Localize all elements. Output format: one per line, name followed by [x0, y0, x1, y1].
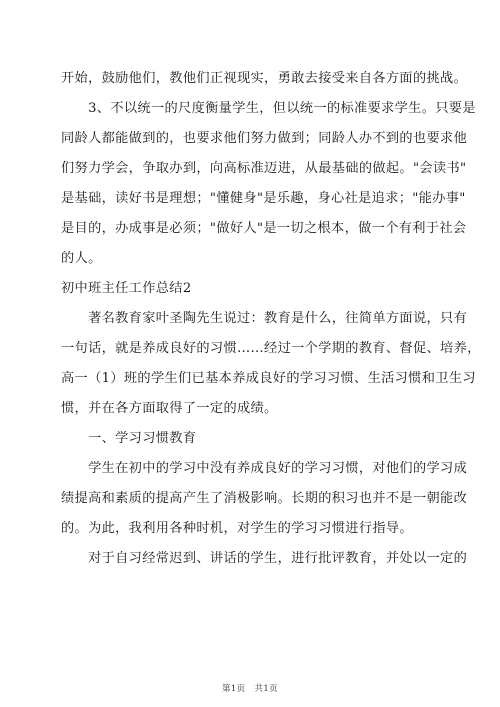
text-line: 学生在初中的学习中没有养成良好的学习习惯，对他们的学习成: [61, 461, 468, 476]
section-heading: 初中班主任工作总结2: [61, 281, 192, 296]
text-line: 一句话，就是养成良好的习惯……经过一个学期的教育、督促、培养，: [61, 341, 481, 356]
text-line: 的人。: [61, 251, 102, 266]
document-body: [61, 64, 481, 574]
text-line: 惯，并在各方面取得了一定的成绩。: [61, 401, 278, 416]
subsection-heading: 一、学习习惯教育: [61, 431, 197, 446]
text-line: 对于自习经常迟到、讲话的学生，进行批评教育，并处以一定的: [61, 551, 468, 566]
text-line: 同龄人都能做到的，也要求他们努力做到；同龄人办不到的也要求他: [61, 131, 468, 146]
text-line: 的。为此，我利用各种时机，对学生的学习习惯进行指导。: [61, 521, 413, 536]
text-line: 开始，鼓励他们，教他们正视现实，勇敢去接受来自各方面的挑战。: [61, 71, 468, 86]
text-line: 著名教育家叶圣陶先生说过：教育是什么，往简单方面说，只有: [61, 311, 468, 326]
text-line: 们努力学会，争取办到，向高标准迈进，从最基础的做起。"会读书": [61, 161, 467, 176]
page-footer: 第1页 共1页: [221, 684, 279, 694]
text-line: 高一（1）班的学生们已基本养成良好的学习习惯、生活习惯和卫生习: [61, 371, 476, 386]
text-line: 绩提高和素质的提高产生了消极影响。长期的积习也并不是一朝能改: [61, 491, 468, 506]
text-line: 是基础，读好书是理想；"懂健身"是乐趣，身心社是追求；"能办事": [61, 191, 466, 206]
text-line: 3、不以统一的尺度衡量学生，但以统一的标准要求学生。只要是: [61, 101, 476, 116]
text-line: 是目的，办成事是必须；"做好人"是一切之根本，做一个有利于社会: [61, 221, 467, 236]
